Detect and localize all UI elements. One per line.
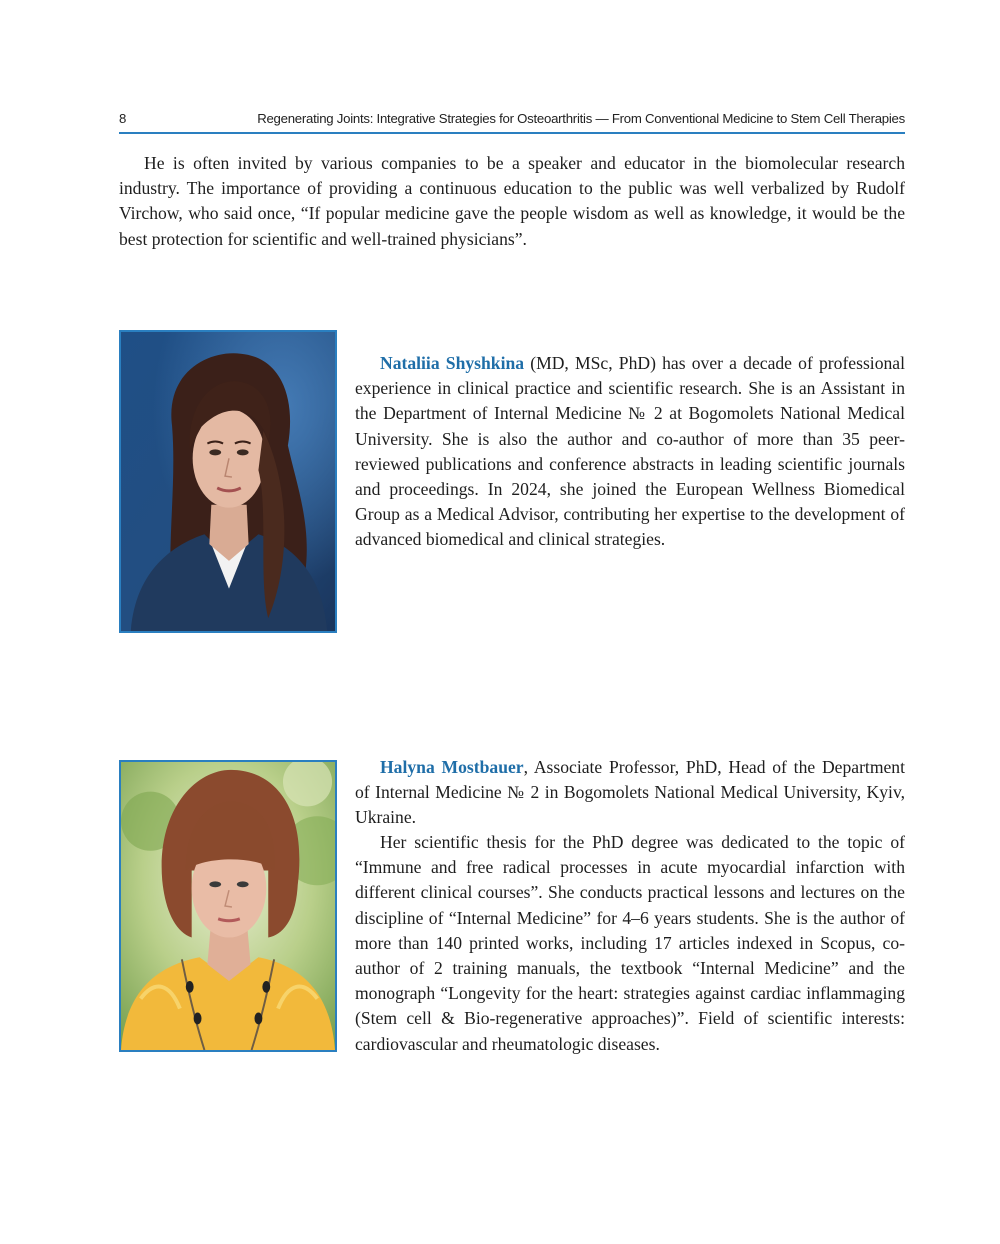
page-number: 8 <box>119 111 127 126</box>
header-rule <box>119 132 905 134</box>
portrait-nataliia-shyshkina <box>119 330 337 633</box>
bio-text: (MD, MSc, PhD) has over a decade of professional experience in clinical practice and scientific research. She is an Assistant in the Department of Internal Medicine № 2 at Bogomolets National Medical University. She is also the author and co-author of more than 35 peer-reviewed publications and conference abstracts in leading scientific journals and proceedings. In 2024, she joined the European Wellness Biomedical Group as a Medical Advisor, contributing her expertise to the development of advanced biomedical and clinical strategies. <box>355 353 905 550</box>
intro-paragraph: He is often invited by various companies to be a speaker and educator in the biomolecular research industry. The importance of providing a continuous education to the public was well verbalized by Rudolf Virchow, who said once, “If popular medicine gave the people wisdom as well as knowledge, it would be the best protection for scientific and well-trained physicians”. <box>119 153 905 249</box>
portrait-image <box>121 762 335 1050</box>
bio-text: , Associate Professor, PhD, Head of the Department of Internal Medicine № 2 in Bogomolets National Medical University, Kyiv, Ukraine. <box>355 757 905 828</box>
person-name: Nataliia Shyshkina <box>380 353 525 373</box>
bio-nataliia-shyshkina <box>355 351 905 553</box>
running-title: Regenerating Joints: Integrative Strategies for Osteoarthritis — From Conventional Medicine to Stem Cell Therapies <box>257 111 905 126</box>
bio-halyna-mostbauer <box>355 755 905 831</box>
person-name: Halyna Mostbauer <box>380 757 524 777</box>
portrait-image <box>121 332 335 631</box>
portrait-halyna-mostbauer <box>119 760 337 1052</box>
running-header <box>119 108 905 130</box>
bio-halyna-mostbauer-continued: Her scientific thesis for the PhD degree was dedicated to the topic of “Immune and free radical processes in acute myocardial infarction with different clinical courses”. She conducts practical lessons and lectures on the discipline of “Internal Medicine” for 4–6 years students. She is the author of more than 140 printed works, including 17 articles indexed in Scopus, co-author of 2 training manuals, the textbook “Internal Medicine” and the monograph “Longevity for the heart: strategies against cardiac inflammaging (Stem cell & Bio-regenerative approaches)”. Field of scientific interests: cardiovascular and rheumatologic diseases. <box>355 832 905 1054</box>
